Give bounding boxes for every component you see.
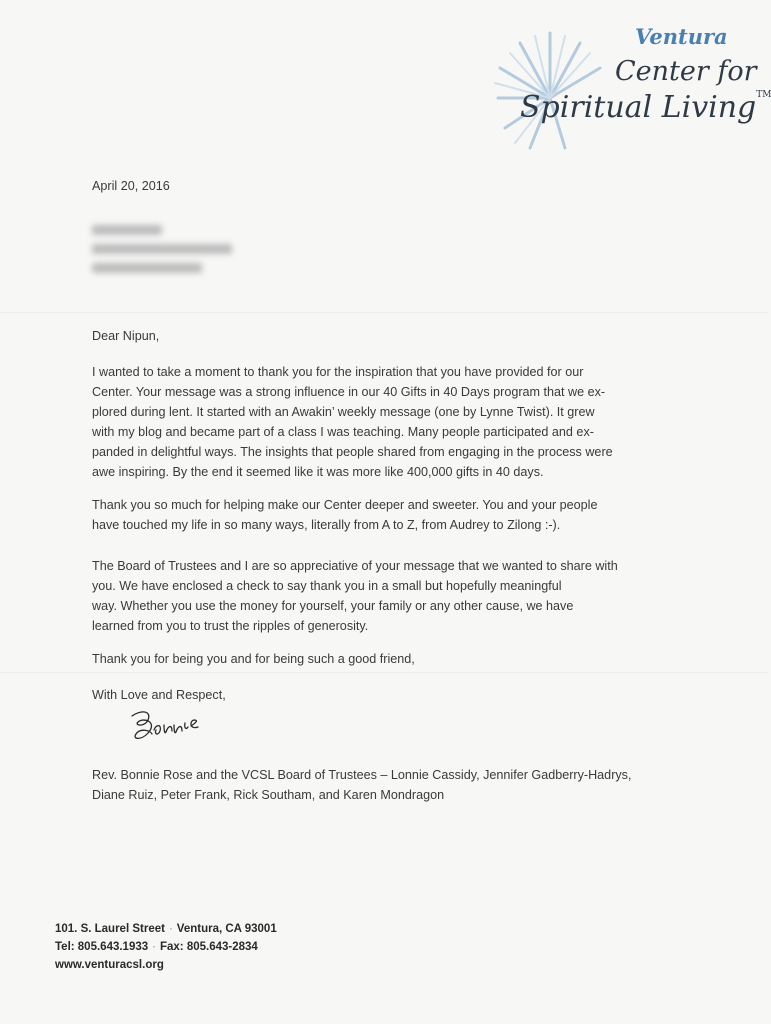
paragraph-3 (92, 556, 618, 636)
telephone: Tel: 805.643.1933 (55, 941, 149, 953)
handwritten-signature (118, 700, 228, 755)
city-address: Ventura, CA 93001 (176, 923, 277, 935)
logo-line-spiritual-living: Spiritual Living™ (520, 90, 771, 125)
organization-logo (490, 18, 771, 158)
signers-line: Rev. Bonnie Rose and the VCSL Board of Trustees – Lonnie Cassidy, Jennifer Gadberry-Hadrys, (92, 768, 632, 782)
paragraph-line: with my blog and became part of a class I was teaching. Many people participated and ex- (92, 425, 594, 439)
letter-date: April 20, 2016 (92, 179, 170, 193)
paragraph-line: have touched my life in so many ways, literally from A to Z, from Audrey to Zilong :-). (92, 518, 561, 532)
footer-phone: Tel: 805.643.1933 · Fax: 805.643-2834 (55, 941, 258, 953)
scan-fold-line (0, 312, 768, 313)
paragraph-line: Center. Your message was a strong influence in our 40 Gifts in 40 Days program that we ex- (92, 385, 606, 399)
paragraph-4: Thank you for being you and for being such a good friend, (92, 652, 415, 666)
paragraph-line: learned from you to trust the ripples of generosity. (92, 619, 369, 633)
logo-line-center-for: Center for (615, 56, 757, 87)
scan-fold-line (0, 672, 768, 673)
trademark: TM (756, 90, 771, 100)
paragraph-line: way. Whether you use the money for yourself, your family or any other cause, we have (92, 599, 574, 613)
salutation: Dear Nipun, (92, 329, 160, 343)
signers (92, 765, 631, 805)
fax: Fax: 805.643-2834 (159, 941, 258, 953)
paragraph-2 (92, 495, 597, 535)
paragraph-line: I wanted to take a moment to thank you for the inspiration that you have provided for our (92, 365, 584, 379)
footer-website: www.venturacsl.org (55, 959, 164, 971)
signers-line: Diane Ruiz, Peter Frank, Rick Southam, and Karen Mondragon (92, 788, 445, 802)
recipient-address-redacted (92, 225, 232, 282)
footer-contact (55, 920, 277, 974)
paragraph-line: you. We have enclosed a check to say thank you in a small but hopefully meaningful (92, 579, 562, 593)
paragraph-line: awe inspiring. By the end it seemed like it was more like 400,000 gifts in 40 days. (92, 465, 544, 479)
street-address: 101. S. Laurel Street (55, 923, 165, 935)
paragraph-line: The Board of Trustees and I are so appreciative of your message that we wanted to share with (92, 559, 618, 573)
paragraph-line: Thank you so much for helping make our Center deeper and sweeter. You and your people (92, 498, 598, 512)
paragraph-line: panded in delightful ways. The insights that people shared from engaging in the process were (92, 445, 613, 459)
closing: With Love and Respect, (92, 688, 226, 702)
footer-address: 101. S. Laurel Street · Ventura, CA 93001 (55, 923, 277, 935)
paragraph-line: plored during lent. It started with an Awakin’ weekly message (one by Lynne Twist). It grew (92, 405, 595, 419)
starburst-icon (490, 18, 630, 158)
logo-line-ventura: Ventura (635, 24, 728, 49)
paragraph-1 (92, 362, 613, 482)
